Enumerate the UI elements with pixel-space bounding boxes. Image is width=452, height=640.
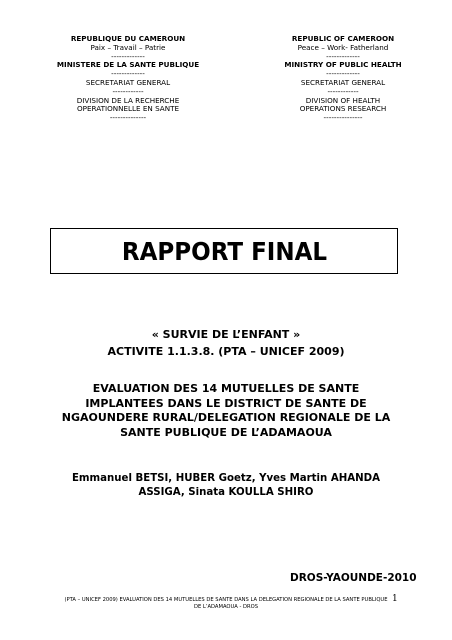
authors-line1: Emmanuel BETSI, HUBER Goetz, Yves Martin AHANDA [71,473,381,484]
authors-block [0,472,452,500]
motto-en: Peace – Work- Fatherland [297,42,389,52]
authors-line2: ASSIGA, Sinata KOULLA SHIRO [138,487,314,498]
footer-line2: DE L’ADAMAOUA - DROS [194,604,258,610]
separator: ------------- [111,69,145,79]
evaluation-block [0,382,452,440]
separator: ------------ [327,86,359,96]
footer-line1: (PTA – UNICEF 2009) EVALUATION DES 14 MUTUELLES DE SANTE DANS LA DELEGATION REGIONALE DE LA SANTE PUBLIQUE [64,597,388,603]
report-title-box [50,228,398,274]
subtitle-line1: « SURVIE DE L’ENFANT » [151,328,301,341]
place-date: DROS-YAOUNDE-2010 [290,572,417,584]
division-en-line1: DIVISION OF HEALTH [305,95,381,105]
separator: -------------- [109,113,147,123]
separator: --------------- [323,113,363,123]
subtitle-block [0,326,452,360]
evaluation-line1: EVALUATION DES 14 MUTUELLES DE SANTE [92,382,360,395]
ministry-name-fr: MINISTERE DE LA SANTE PUBLIQUE [56,60,200,70]
motto-fr: Paix – Travail – Patrie [90,42,166,52]
country-name-fr: REPUBLIQUE DU CAMEROUN [70,34,186,43]
separator: ------------- [111,51,145,61]
evaluation-line2: IMPLANTEES DANS LE DISTRICT DE SANTE DE [85,396,367,410]
header-left-french [43,35,213,123]
ministry-name-en: MINISTRY OF PUBLIC HEALTH [284,60,402,70]
header-right-english [258,35,428,123]
page-footer [0,597,452,611]
evaluation-line3: NGAOUNDERE RURAL/DELEGATION REGIONALE DE LA [61,411,391,424]
country-name-en: REPUBLIC OF CAMEROON [291,34,395,43]
separator: ------------- [326,51,360,61]
evaluation-line4: SANTE PUBLIQUE DE L’ADAMAOUA [120,425,332,439]
separator: ------------- [326,69,360,79]
division-en-line2: OPERATIONS RESEARCH [299,104,387,114]
division-fr-line1: DIVISION DE LA RECHERCHE [76,95,180,105]
division-fr-line2: OPERATIONNELLE EN SANTE [76,104,179,114]
page-number: 1 [392,594,398,604]
secretariat-fr: SECRETARIAT GENERAL [85,77,171,87]
separator: ------------ [112,86,144,96]
report-title: RAPPORT FINAL [121,236,327,266]
secretariat-en: SECRETARIAT GENERAL [300,77,386,87]
subtitle-line2: ACTIVITE 1.1.3.8. (PTA – UNICEF 2009) [107,345,345,358]
